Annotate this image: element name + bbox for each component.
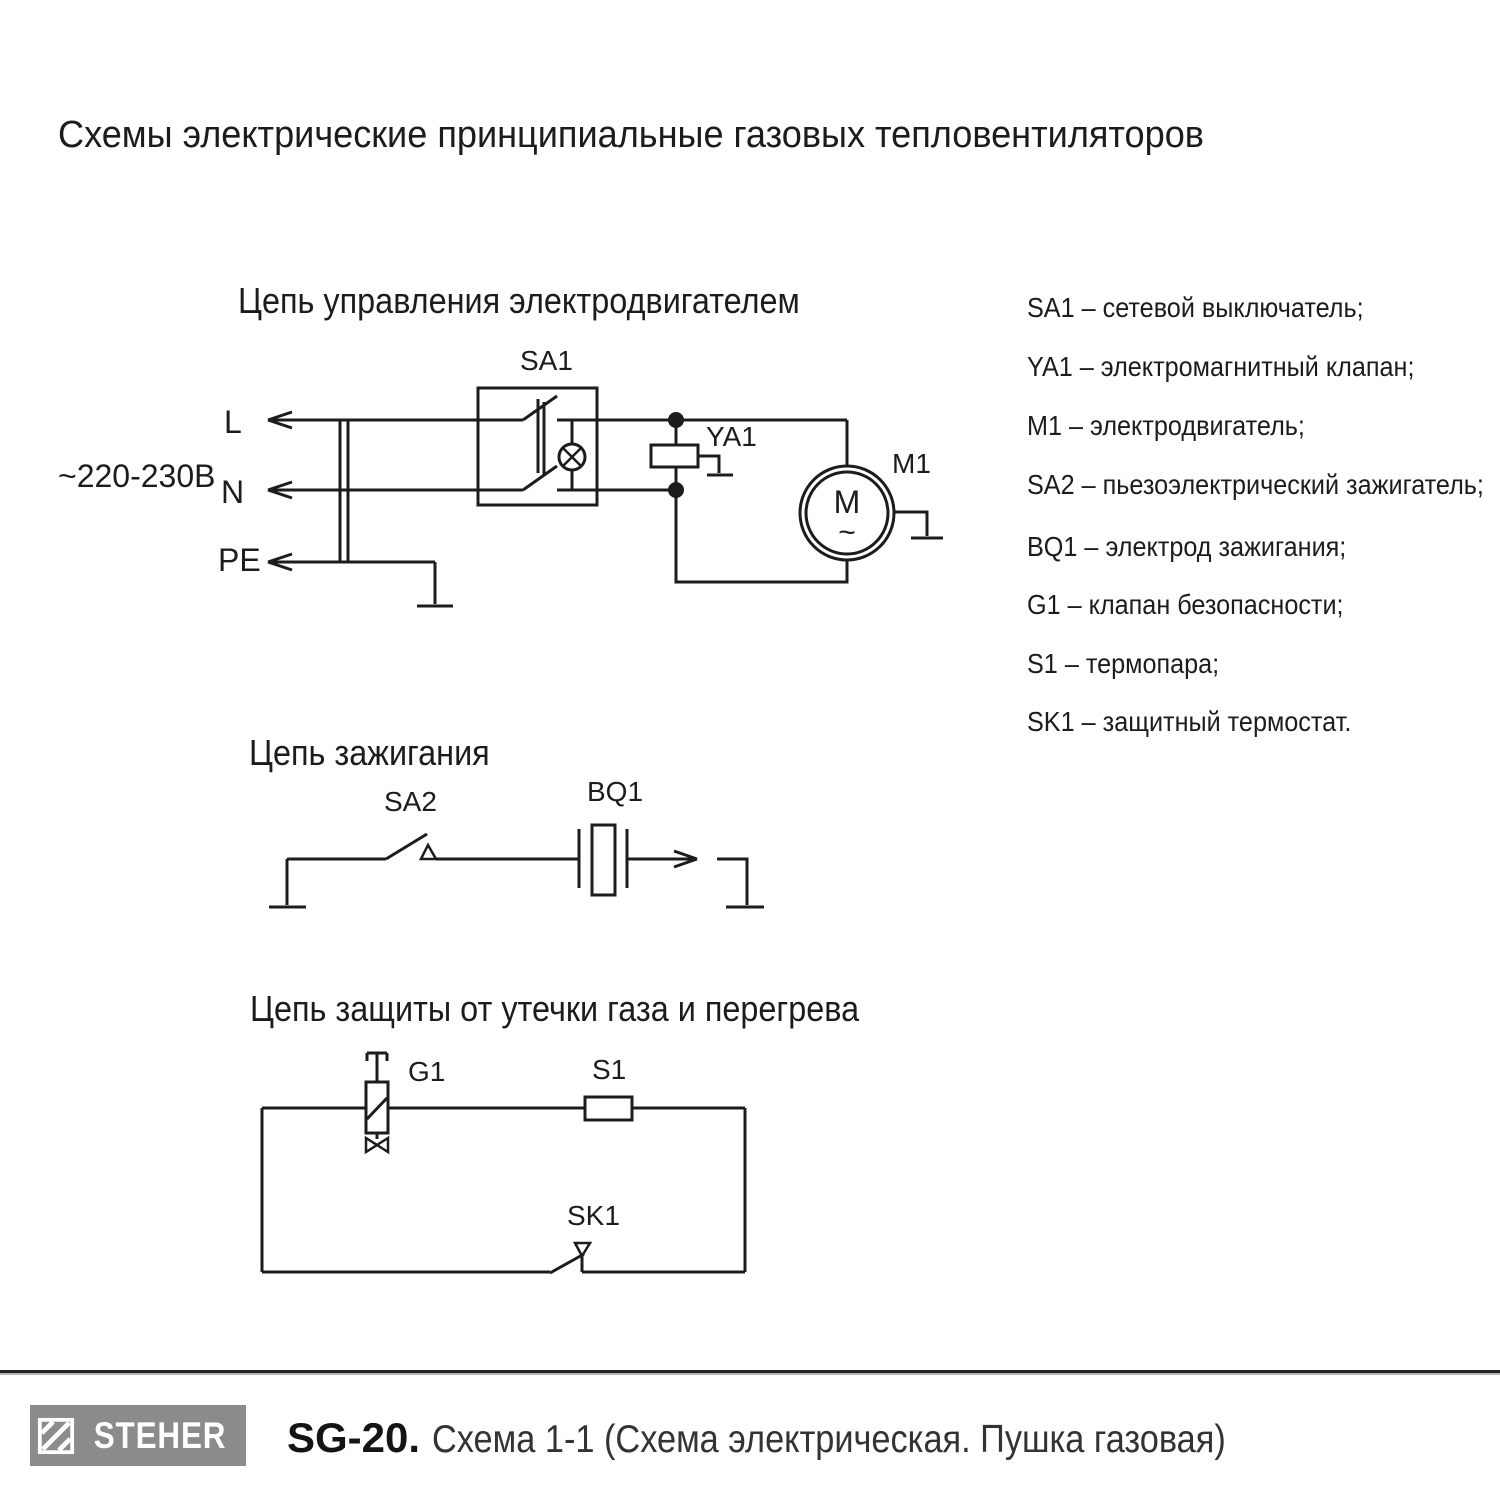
steher-logo-icon — [37, 1417, 75, 1455]
terminal-label-n: N — [221, 474, 245, 510]
wire-n — [268, 482, 478, 498]
footer-divider-shadow — [0, 1373, 1500, 1375]
footer-caption-line — [287, 1414, 1334, 1462]
page-title — [58, 114, 1264, 157]
m1-ground — [894, 512, 943, 538]
brand-name: STEHER — [94, 1414, 227, 1456]
legend-item-sa2: SA2 – пьезоэлектрический зажигатель; — [1027, 469, 1484, 500]
legend-item-m1: M1 – электродвигатель; — [1027, 410, 1305, 441]
legend-item-g1: G1 – клапан безопасности; — [1027, 589, 1344, 620]
legend-item-bq1: BQ1 – электрод зажигания; — [1027, 531, 1347, 562]
output-arrow — [627, 851, 697, 867]
loop — [262, 1108, 745, 1272]
footer-model: SG-20. — [287, 1414, 421, 1461]
sk1-contact-triangle — [575, 1243, 590, 1256]
motor-ac-wave: ~ — [838, 516, 856, 549]
terminal-label-l: L — [224, 404, 242, 440]
legend-item-sa1: SA1 – сетевой выключатель; — [1027, 292, 1364, 323]
g1-valve-symbol — [366, 1053, 388, 1152]
motor-letter: M — [833, 484, 861, 520]
g1-valve-right — [377, 1138, 388, 1152]
label-ya1: YA1 — [706, 421, 757, 452]
legend-item-s1: S1 – термопара; — [1027, 648, 1220, 679]
circuit1-wiring — [268, 412, 478, 606]
bq1-body — [592, 825, 615, 895]
s1-thermocouple-symbol — [585, 1097, 632, 1120]
circuit1-title: Цепь управления электродвигателем — [238, 280, 800, 321]
label-sa2: SA2 — [384, 786, 437, 817]
left-ground — [269, 859, 306, 907]
ya1-ground — [698, 456, 733, 475]
label-bq1: BQ1 — [587, 776, 644, 807]
legend-item-ya1: YA1 – электромагнитный клапан; — [1027, 351, 1415, 382]
wire-l — [268, 412, 478, 428]
right-ground — [717, 859, 764, 907]
sa2-blade — [386, 834, 427, 859]
wire-pe-ground — [268, 554, 453, 606]
circuit2-title: Цепь зажигания — [249, 732, 490, 773]
terminal-label-pe: PE — [218, 542, 261, 578]
circuit3-wiring — [262, 1108, 745, 1272]
m1-motor-symbol — [800, 420, 943, 560]
brand-logo — [30, 1405, 246, 1466]
legend-item-sk1: SK1 – защитный термостат. — [1027, 706, 1352, 737]
sk1-thermostat-symbol — [550, 1243, 590, 1273]
voltage-label: ~220-230В — [58, 458, 216, 494]
circuit3-title: Цепь защиты от утечки газа и перегрева — [250, 988, 860, 1029]
footer-caption: Схема 1-1 (Схема электрическая. Пушка газовая) — [432, 1418, 1226, 1461]
g1-top-tee — [367, 1053, 387, 1082]
label-s1: S1 — [592, 1054, 627, 1085]
label-sk1: SK1 — [567, 1200, 620, 1231]
circuit2-wiring — [269, 825, 764, 907]
label-g1: G1 — [408, 1056, 446, 1087]
sa2-contact-triangle — [421, 845, 436, 859]
sk1-blade — [550, 1254, 584, 1273]
label-sa1: SA1 — [520, 345, 573, 376]
page-title-text: Схемы электрические принципиальные газовых тепловентиляторов — [58, 114, 1204, 156]
label-m1: M1 — [892, 448, 931, 479]
